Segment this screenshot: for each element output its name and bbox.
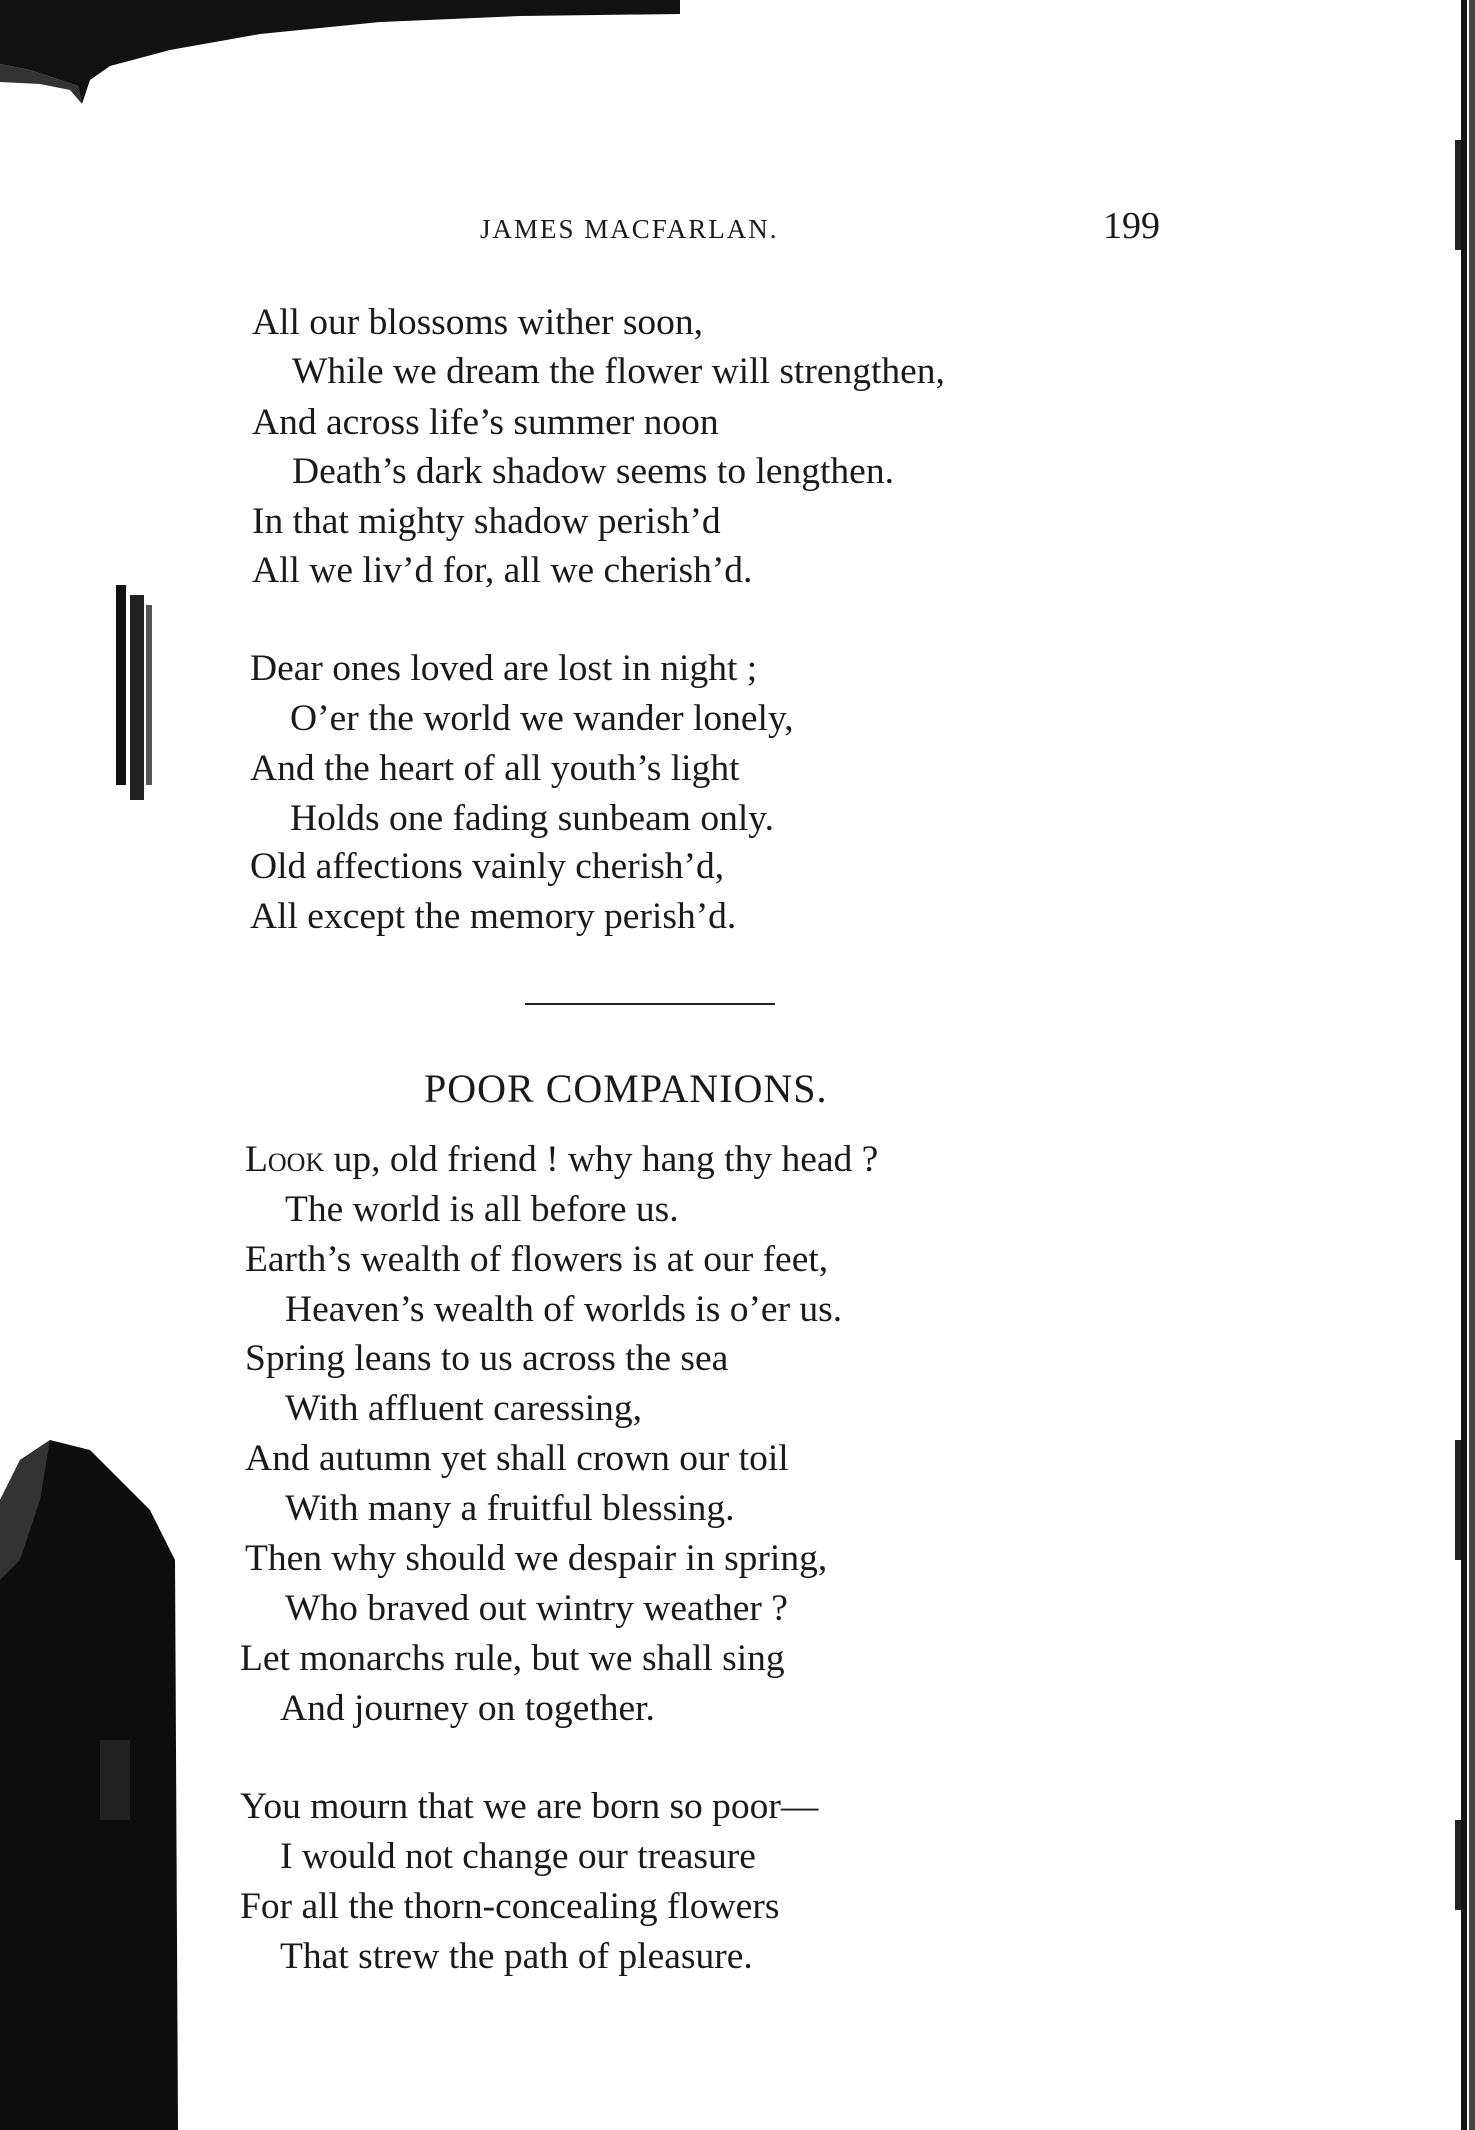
poem-line: Holds one fading sunbeam only. xyxy=(290,798,774,839)
poem-line: Old affections vainly cherish’d, xyxy=(250,846,725,887)
poem-line: Let monarchs rule, but we shall sing xyxy=(240,1638,785,1679)
poem-line: All our blossoms wither soon, xyxy=(252,302,704,343)
scan-edge-right xyxy=(1445,0,1475,2130)
poem-line: And autumn yet shall crown our toil xyxy=(245,1438,789,1479)
poem-line: That strew the path of pleasure. xyxy=(280,1936,753,1977)
first-line-rest: up, old friend ! why hang thy head ? xyxy=(324,1139,879,1180)
scan-mark-left-upper xyxy=(110,585,156,800)
poem-line: All except the memory perish’d. xyxy=(250,896,737,937)
poem-title: POOR COMPANIONS. xyxy=(424,1066,828,1111)
poem-line: Who braved out wintry weather ? xyxy=(285,1588,788,1629)
page-header xyxy=(480,205,1160,258)
poem-line: For all the thorn-concealing flowers xyxy=(240,1886,780,1927)
poem-line: You mourn that we are born so poor— xyxy=(240,1786,819,1827)
poem-line: I would not change our treasure xyxy=(280,1836,756,1877)
poem-line: In that mighty shadow perish’d xyxy=(252,501,721,542)
poem-first-line xyxy=(245,1135,878,1185)
poem-line: And across life’s summer noon xyxy=(252,402,719,443)
scan-mark-left-lower xyxy=(0,1440,180,2130)
poem-line: O’er the world we wander lonely, xyxy=(290,698,794,739)
poem-line: With many a fruitful blessing. xyxy=(285,1488,735,1529)
scan-shadow-top-left xyxy=(0,0,680,110)
poem-line: The world is all before us. xyxy=(285,1189,679,1230)
poem-line: Heaven’s wealth of worlds is o’er us. xyxy=(285,1289,843,1330)
section-divider xyxy=(525,1003,775,1005)
poem-line: With affluent caressing, xyxy=(285,1388,643,1429)
poem-line: While we dream the flower will strengthen, xyxy=(292,351,945,392)
poem-line: Spring leans to us across the sea xyxy=(245,1338,729,1379)
running-head: JAMES MACFARLAN. xyxy=(480,214,779,244)
poem-line: Dear ones loved are lost in night ; xyxy=(250,648,758,689)
drop-word: Look xyxy=(245,1139,325,1180)
poem-line: And journey on together. xyxy=(280,1688,655,1729)
poem-line: Earth’s wealth of flowers is at our feet, xyxy=(245,1239,829,1280)
poem-line: Then why should we despair in spring, xyxy=(245,1538,828,1579)
page-number: 199 xyxy=(1103,205,1160,247)
poem-line: All we liv’d for, all we cherish’d. xyxy=(252,550,753,591)
poem-line: Death’s dark shadow seems to lengthen. xyxy=(292,451,894,492)
poem-line: And the heart of all youth’s light xyxy=(250,748,740,789)
